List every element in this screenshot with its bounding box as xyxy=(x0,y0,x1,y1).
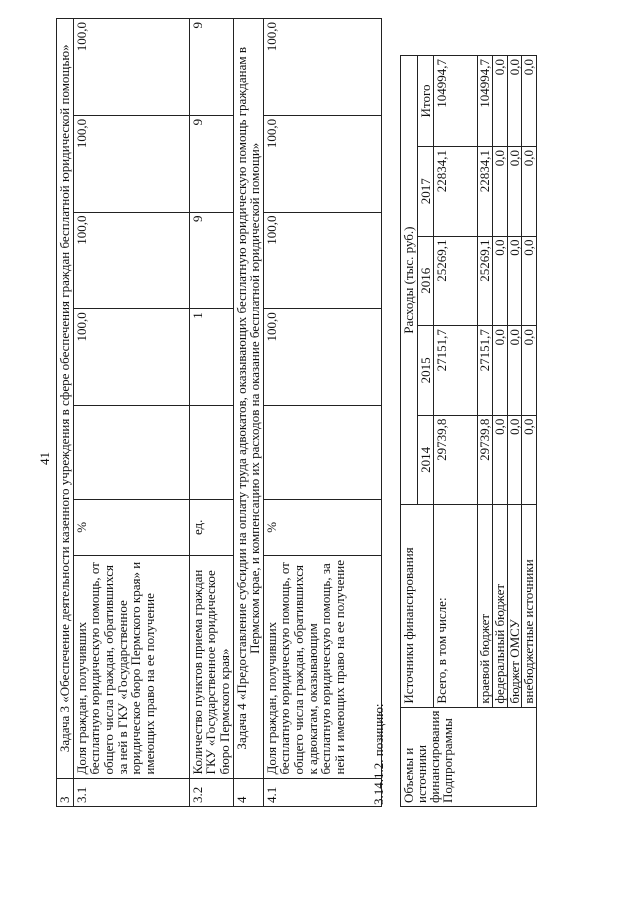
expense-value: 0,0 xyxy=(492,56,507,147)
table-row xyxy=(434,56,478,807)
indicator-name: Доля граждан, получивших бесплатную юридическую помощь, от общего числа граждан, обратившихся к адвокатам, оказывающим бесплатную юридическую помощь, за ней и имеющих право на ее получение xyxy=(263,555,381,778)
expense-value: 0,0 xyxy=(492,146,507,236)
row-number: 3.2 xyxy=(189,778,233,806)
source-name: федеральный бюджет xyxy=(492,505,507,707)
financing-label: Объемы и источники финансирования Подпрограммы xyxy=(401,707,537,806)
indicator-unit: % xyxy=(73,500,189,556)
table-row xyxy=(73,19,189,807)
expense-value: 0,0 xyxy=(522,56,537,147)
indicator-value: 100,0 xyxy=(73,115,189,212)
row-number: 3 xyxy=(57,778,74,806)
table-row xyxy=(401,56,418,807)
indicator-name: Доля граждан, получивших бесплатную юридическую помощь, от общего числа граждан, обратившихся за ней в ГКУ «Государственное юридическое бюро Пермского края» и имеющих право на ее получение xyxy=(73,555,189,778)
source-name: краевой бюджет xyxy=(478,505,493,707)
expense-value: 0,0 xyxy=(492,415,507,505)
table-row xyxy=(478,56,493,807)
expense-value: 104994,7 xyxy=(478,56,493,147)
indicator-value: 1 xyxy=(189,309,233,406)
expense-value: 27151,7 xyxy=(478,326,493,416)
source-name: Всего, в том числе: xyxy=(434,505,478,707)
expense-value: 0,0 xyxy=(522,326,537,416)
expense-value: 104994,7 xyxy=(434,56,478,147)
source-name: внебюджетные источники xyxy=(522,505,537,707)
year-header: 2017 xyxy=(417,146,434,236)
expense-value: 29739,8 xyxy=(478,415,493,505)
expense-value: 22834,1 xyxy=(478,146,493,236)
indicator-value: 9 xyxy=(189,19,233,116)
indicator-value xyxy=(73,406,189,500)
expense-value: 29739,8 xyxy=(434,415,478,505)
total-header: Итого xyxy=(417,56,434,147)
indicator-value: 100,0 xyxy=(263,115,381,212)
table-row xyxy=(189,19,233,807)
expense-value: 25269,1 xyxy=(478,236,493,326)
expense-value: 0,0 xyxy=(522,415,537,505)
page-number: 41 xyxy=(37,452,52,465)
indicator-value: 100,0 xyxy=(73,19,189,116)
task-heading: Задача 4 «Предоставление субсидии на оплату труда адвокатов, оказывающих бесплатную юридическую помощь гражданам в Пермском крае, и компенсацию их расходов на оказание бесплатной юридической помощи» xyxy=(233,19,263,779)
task-heading: Задача 3 «Обеспечение деятельности казенного учреждения в сфере обеспечения граждан бесплатной юридической помощью» xyxy=(57,19,74,779)
table-row xyxy=(507,56,522,807)
row-number: 3.1 xyxy=(73,778,189,806)
section-subheading: 3.14.1.2. позицию: xyxy=(371,703,386,805)
row-number: 4.1 xyxy=(263,778,381,806)
source-name: бюджет ОМСУ xyxy=(507,505,522,707)
table-row xyxy=(263,19,381,807)
expense-value: 0,0 xyxy=(507,415,522,505)
indicator-value: 100,0 xyxy=(263,309,381,406)
expense-value: 25269,1 xyxy=(434,236,478,326)
expense-value: 0,0 xyxy=(522,236,537,326)
table-row xyxy=(57,19,74,807)
expense-value: 0,0 xyxy=(492,326,507,416)
indicator-value: 100,0 xyxy=(263,19,381,116)
indicator-value xyxy=(263,406,381,500)
expense-value: 0,0 xyxy=(522,146,537,236)
indicator-value: 9 xyxy=(189,212,233,309)
indicator-unit: % xyxy=(263,500,381,556)
sources-header: Источники финансирования xyxy=(401,505,434,707)
indicator-name: Количество пунктов приема граждан ГКУ «Государственное юридическое бюро Пермского края» xyxy=(189,555,233,778)
indicator-value: 100,0 xyxy=(263,212,381,309)
expense-value: 0,0 xyxy=(507,146,522,236)
expense-value: 22834,1 xyxy=(434,146,478,236)
indicator-unit: ед. xyxy=(189,500,233,556)
year-header: 2014 xyxy=(417,415,434,505)
indicator-value: 9 xyxy=(189,115,233,212)
table-row xyxy=(492,56,507,807)
indicators-table xyxy=(56,18,382,807)
year-header: 2015 xyxy=(417,326,434,416)
indicator-value: 100,0 xyxy=(73,212,189,309)
year-header: 2016 xyxy=(417,236,434,326)
expenses-header: Расходы (тыс. руб.) xyxy=(401,56,418,505)
financing-table xyxy=(400,55,537,807)
expense-value: 0,0 xyxy=(507,326,522,416)
expense-value: 0,0 xyxy=(492,236,507,326)
indicator-value xyxy=(189,406,233,500)
table-row xyxy=(522,56,537,807)
expense-value: 0,0 xyxy=(507,236,522,326)
indicator-value: 100,0 xyxy=(73,309,189,406)
expense-value: 0,0 xyxy=(507,56,522,147)
expense-value: 27151,7 xyxy=(434,326,478,416)
row-number: 4 xyxy=(233,778,263,806)
table-row xyxy=(233,19,263,807)
